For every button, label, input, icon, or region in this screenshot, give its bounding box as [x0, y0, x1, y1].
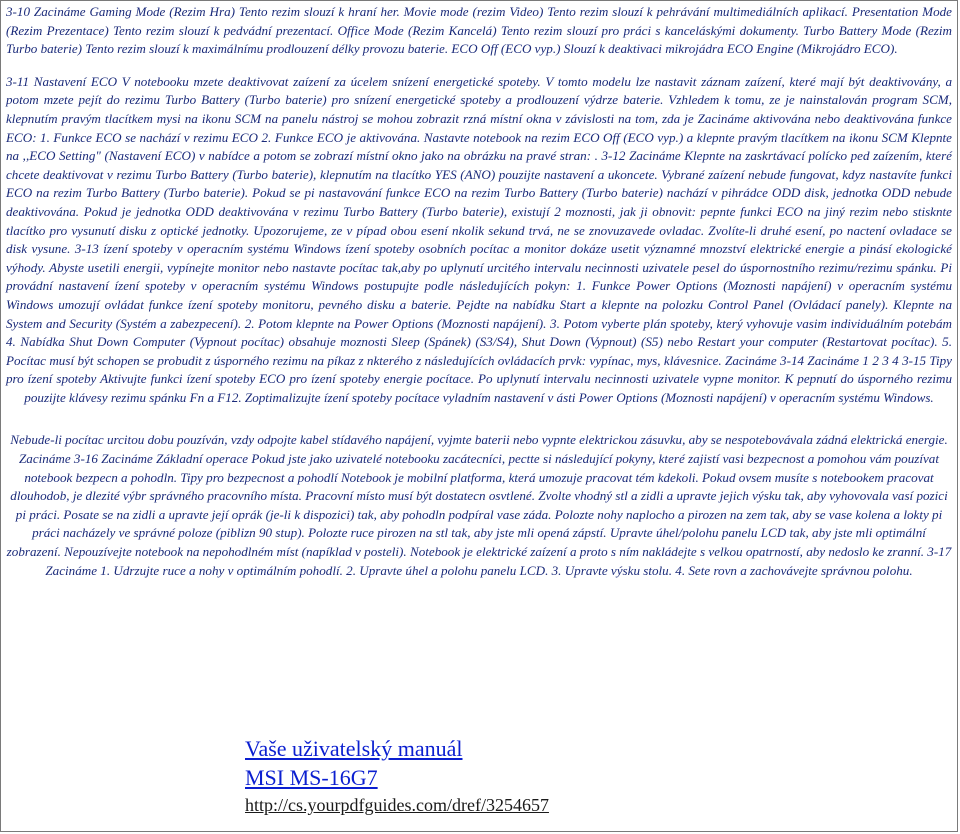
- manual-title-link[interactable]: Vaše uživatelský manuál: [245, 736, 463, 761]
- paragraph-eco-settings: 3-11 Nastavení ECO V notebooku mzete deaktivovat zaízení za úcelem snízení energetické spoteby. V tomto modelu lze nastavit záznam zaízení, které mají být deaktivovány, a potom mzete pejít do rezimu Turbo Battery (Turbo baterie) pro snízení energetické spoteby a prodlouzení výdrze baterie. Vzhledem k tomu, ze je nainstalován program SCM, klepnutím pravým tlacítkem mysi na ikonu SCM na panelu nástroj se mohou zobrazit rzná místní okna v závislosti na tom, zda je Zacináme aktivována nebo deaktivována funkce ECO: 1. Funkce ECO se nachází v rezimu ECO 2. Funkce ECO je aktivována. Nastavte notebook na rezim ECO Off (ECO vyp.) a klepnte pravým tlacítkem na ikonu SCM Klepnte na ,,ECO Setting" (Nastavení ECO) v nabídce a potom se zobrazí místní okno jako na obrázku na pravé stran: . 3-12 Zacináme Klepnte na zaskrtávací polícko ped zaízením, které chcete deaktivovat v rezimu Turbo Battery (Turbo baterie), klepnutím na tlacítko YES (ANO) pouzijte nastavení a ukoncete. Vybrané zaízení nebude fungovat, kdyz nastavíte funkci ECO na rezim Turbo Battery (Turbo baterie). Pokud se pi nastavování funkce ECO na rezim Turbo Battery (Turbo baterie) nachází v pihrádce ODD disk, jednotka ODD nebude deaktivována. Pokud je jednotka ODD deaktivována v rezimu Turbo Battery (Turbo baterie), existují 2 moznosti, jak ji obnovit: pepnte funkci ECO na jiný rezim nebo stisknte tlacítko pro vysunutí disku z optické jednotky. Upozorujeme, ze v pípad obou esení nkolik sekund trvá, ne se znovuzavede ovladac. Zvolíte-li druhé esení, po nactení ovladace se disk vysune. 3-13 ízení spoteby v operacním systému Windows ízení spoteby osobních pocítac a monitor dokáze usetit významné mnozství elektrické energie a pinásí ekologické výhody. Abyste usetili energii, vypínejte monitor nebo nastavte pocítac tak,aby po uplynutí urcitého intervalu necinnosti uzivatele pesel do úspornostního rezimu/rezimu spánku. Pi provádní nastavení ízení spoteby v operacním systému Windows postupujte podle následujících pokyn: 1. Funkce Power Options (Moznosti napájení) v operacním systému Windows umozují ovládat funkce ízení spoteby monitoru, pevného disku a baterie. Pejdte na nabídku Start a klepnte na polozku Control Panel (Ovládací panely). Klepnte na System and Security (Systém a zabezpecení). 2. Potom klepnte na Power Options (Moznosti napájení). 3. Potom vyberte plán spoteby, který vyhovuje vasim individuálním potebám 4. Nabídka Shut Down Computer (Vypnout pocítac) obsahuje moznosti Sleep (Spánek) (S3/S4), Shut Down (Vypnout) (S5) nebo Restart your computer (Restartovat pocítac). 5. Pocítac musí být schopen se probudit z úsporného rezimu na píkaz z nkterého z následujících ovládacích prvk: vypínac, mys, klávesnice. Zacináme 3-14 Zacináme 1 2 3 4 3-15 Tipy pro ízení spoteby Aktivujte funkci ízení spoteby ECO pro ízení spoteby energie pocítace. Po uplynutí intervalu necinnosti uzivatele vypne monitor. K pepnutí do úsporného rezimu pouzijte klávesy rezimu spánku Fn a F12. Zoptimalizujte ízení spoteby pocítace vyladním nastavení v ásti Power Options (Moznosti napájení) v operacním systému Windows.: [6, 73, 952, 405]
- model-link[interactable]: MSI MS-16G7: [245, 765, 378, 790]
- paragraph-gap: [6, 407, 952, 431]
- document-body: [6, 3, 952, 580]
- url-link[interactable]: http://cs.yourpdfguides.com/dref/3254657: [245, 795, 549, 815]
- paragraph-gap: [6, 59, 952, 73]
- paragraph-basic-operation: Nebude-li pocítac urcitou dobu pouzíván, vzdy odpojte kabel stídavého napájení, vyjmte baterii nebo vypnte elektrickou zásuvku, aby se nespotebovávala zádná elektrická energie. Zacináme 3-16 Zacináme Základní operace Pokud jste jako uzivatelé notebooku zacátecníci, pectte si následující pokyny, které zajistí vasi bezpecnost a pomohou vám pouzívat notebook bezpecn a pohodln. Tipy pro bezpecnost a pohodlí Notebook je mobilní platforma, která umozuje pracovat tém kdekoli. Pokud ovsem musíte s notebookem pracovat dlouhodob, je dlezité výbr správného pracovního místa. Pracovní místo musí být dostatecn osvtlené. Zvolte vhodný stl a zidli a upravte jejich výsku tak, aby vyhovovala vasí pozici pi práci. Posate se na zidli a upravte její oprák (je-li k dispozici) tak, aby pohodln podpíral vase záda. Polozte nohy naplocho a pirozen na zem tak, aby se vase kolena a lokty pi práci nacházely ve správné poloze (piblizn 90 stup). Polozte ruce pirozen na stl tak, aby jste mli opená zápstí. Upravte úhel/polohu panelu LCD tak, aby jste mli optimální zobrazení. Nepouzívejte notebook na nepohodlném míst (napíklad v posteli). Notebook je elektrické zaízení a proto s ním nakládejte s velkou opatrností, aby nedoslo ke zranní. 3-17 Zacináme 1. Udrzujte ruce a nohy v optimálním pohodlí. 2. Upravte úhel a polohu panelu LCD. 3. Upravte výsku stolu. 4. Sete rovn a zachovávejte správnou polohu.: [6, 432, 952, 578]
- manual-links: [245, 734, 549, 818]
- paragraph-eco-modes: 3-10 Zacináme Gaming Mode (Rezim Hra) Tento rezim slouzí k hraní her. Movie mode (rezim Video) Tento rezim slouzí k pehrávání multimediálních aplikací. Presentation Mode (Rezim Prezentace) Tento rezim slouzí k pedvádní prezentací. Office Mode (Rezim Kancelá) Tento rezim slouzí pro práci s kanceláskými dokumenty. Turbo Battery Mode (Rezim Turbo baterie) Tento rezim slouzí k maximálnímu prodlouzení délky provozu baterie. ECO Off (ECO vyp.) Slouzí k deaktivaci mikrojádra ECO Engine (Mikrojádro ECO).: [6, 4, 952, 57]
